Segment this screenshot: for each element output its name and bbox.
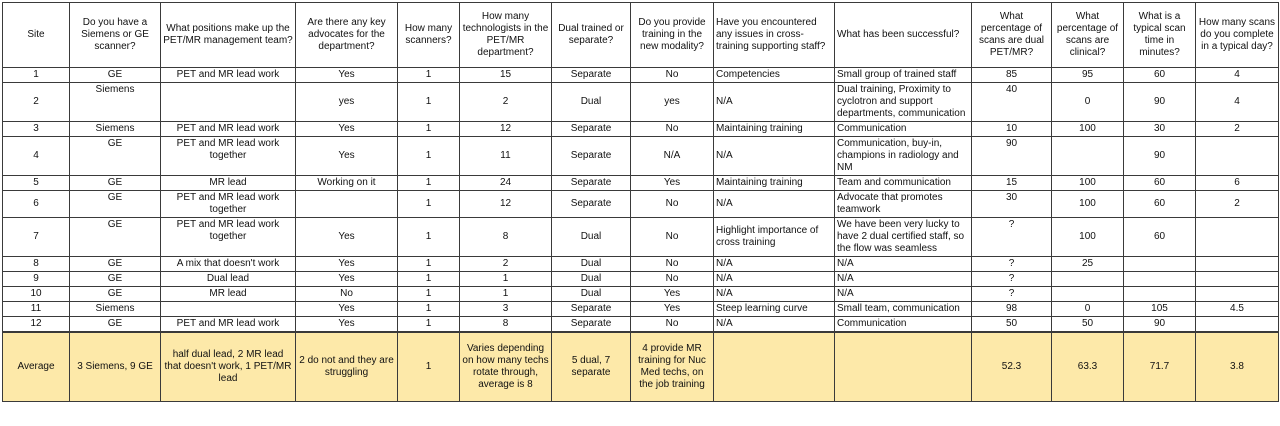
cell-site: 12 [3, 317, 70, 333]
table-row [3, 317, 1279, 333]
cell-scan-time: 60 [1124, 68, 1196, 83]
table-row [3, 257, 1279, 272]
cell-pct-clinical: 100 [1052, 218, 1124, 257]
cell-pct-clinical: 100 [1052, 191, 1124, 218]
cell-team [161, 83, 296, 122]
cell-dual: Dual [552, 257, 631, 272]
cell-scans-day: 2 [1196, 191, 1279, 218]
cell-pct-dual: 50 [972, 317, 1052, 333]
cell-issues: Highlight importance of cross training [714, 218, 835, 257]
cell-success: Communication, buy-in, champions in radiology and NM [835, 137, 972, 176]
header-advocates: Are there any key advocates for the department? [296, 3, 398, 68]
cell-success: N/A [835, 257, 972, 272]
survey-table-container [2, 2, 1279, 402]
cell-scan-time: 90 [1124, 83, 1196, 122]
cell-scanner: GE [70, 287, 161, 302]
cell-advocates: Yes [296, 302, 398, 317]
cell-issues: N/A [714, 257, 835, 272]
cell-dual: Separate [552, 68, 631, 83]
cell-success: Advocate that promotes teamwork [835, 191, 972, 218]
cell-techs: 8 [460, 218, 552, 257]
cell-scans-day: 4 [1196, 68, 1279, 83]
cell-success: N/A [835, 272, 972, 287]
cell-training: No [631, 257, 714, 272]
table-row [3, 137, 1279, 176]
cell-advocates: Yes [296, 272, 398, 287]
cell-site: 7 [3, 218, 70, 257]
cell-team: Dual lead [161, 272, 296, 287]
cell-scanner: GE [70, 218, 161, 257]
header-techs: How many technologists in the PET/MR department? [460, 3, 552, 68]
average-pct-dual: 52.3 [972, 332, 1052, 402]
cell-success: Small group of trained staff [835, 68, 972, 83]
cell-training: No [631, 191, 714, 218]
cell-scanner: Siemens [70, 302, 161, 317]
header-pct-clinical: What percentage of scans are clinical? [1052, 3, 1124, 68]
table-row [3, 218, 1279, 257]
cell-team: A mix that doesn't work [161, 257, 296, 272]
table-row [3, 272, 1279, 287]
cell-site: 1 [3, 68, 70, 83]
cell-site: 8 [3, 257, 70, 272]
cell-advocates: Yes [296, 122, 398, 137]
cell-team: PET and MR lead work [161, 317, 296, 333]
cell-issues: N/A [714, 272, 835, 287]
cell-scan-time: 60 [1124, 191, 1196, 218]
cell-scanners: 1 [398, 122, 460, 137]
cell-training: yes [631, 83, 714, 122]
cell-scanners: 1 [398, 272, 460, 287]
cell-advocates: Yes [296, 317, 398, 333]
cell-pct-dual: 40 [972, 83, 1052, 122]
cell-dual: Separate [552, 176, 631, 191]
header-issues: Have you encountered any issues in cross-training supporting staff? [714, 3, 835, 68]
cell-issues: N/A [714, 317, 835, 333]
cell-training: No [631, 317, 714, 333]
cell-techs: 1 [460, 272, 552, 287]
cell-pct-dual: ? [972, 218, 1052, 257]
cell-advocates: yes [296, 83, 398, 122]
cell-pct-dual: ? [972, 257, 1052, 272]
cell-team: PET and MR lead work together [161, 137, 296, 176]
cell-advocates: Yes [296, 137, 398, 176]
cell-scanner: GE [70, 317, 161, 333]
cell-scanners: 1 [398, 218, 460, 257]
average-site: Average [3, 332, 70, 402]
cell-techs: 24 [460, 176, 552, 191]
average-training: 4 provide MR training for Nuc Med techs, on the job training [631, 332, 714, 402]
average-pct-clinical: 63.3 [1052, 332, 1124, 402]
cell-training: No [631, 122, 714, 137]
average-row [3, 332, 1279, 402]
table-row [3, 68, 1279, 83]
cell-scanner: GE [70, 191, 161, 218]
cell-pct-dual: 98 [972, 302, 1052, 317]
cell-scans-day [1196, 218, 1279, 257]
cell-scan-time: 60 [1124, 218, 1196, 257]
header-pct-dual: What percentage of scans are dual PET/MR? [972, 3, 1052, 68]
cell-scanner: GE [70, 176, 161, 191]
cell-pct-clinical: 95 [1052, 68, 1124, 83]
cell-training: N/A [631, 137, 714, 176]
cell-scanner: Siemens [70, 83, 161, 122]
cell-issues: Maintaining training [714, 122, 835, 137]
cell-site: 10 [3, 287, 70, 302]
average-dual: 5 dual, 7 separate [552, 332, 631, 402]
cell-pct-clinical [1052, 272, 1124, 287]
cell-scans-day [1196, 137, 1279, 176]
cell-scans-day [1196, 287, 1279, 302]
cell-scan-time: 90 [1124, 317, 1196, 333]
cell-issues: Steep learning curve [714, 302, 835, 317]
cell-scanners: 1 [398, 302, 460, 317]
cell-training: Yes [631, 302, 714, 317]
cell-site: 2 [3, 83, 70, 122]
cell-scanners: 1 [398, 257, 460, 272]
cell-pct-clinical: 0 [1052, 83, 1124, 122]
cell-pct-dual: 30 [972, 191, 1052, 218]
cell-pct-clinical [1052, 137, 1124, 176]
cell-scan-time: 90 [1124, 137, 1196, 176]
cell-techs: 12 [460, 191, 552, 218]
header-row [3, 3, 1279, 68]
cell-advocates: Yes [296, 68, 398, 83]
cell-team: MR lead [161, 287, 296, 302]
cell-site: 3 [3, 122, 70, 137]
cell-dual: Dual [552, 272, 631, 287]
cell-techs: 11 [460, 137, 552, 176]
cell-advocates: Yes [296, 218, 398, 257]
header-site: Site [3, 3, 70, 68]
header-training: Do you provide training in the new modality? [631, 3, 714, 68]
header-scanner: Do you have a Siemens or GE scanner? [70, 3, 161, 68]
cell-scans-day [1196, 317, 1279, 333]
cell-dual: Separate [552, 191, 631, 218]
cell-scans-day: 4.5 [1196, 302, 1279, 317]
cell-advocates: No [296, 287, 398, 302]
header-dual: Dual trained or separate? [552, 3, 631, 68]
cell-team [161, 302, 296, 317]
cell-training: No [631, 68, 714, 83]
cell-techs: 12 [460, 122, 552, 137]
cell-dual: Separate [552, 302, 631, 317]
cell-dual: Dual [552, 83, 631, 122]
cell-scanner: GE [70, 137, 161, 176]
cell-site: 5 [3, 176, 70, 191]
cell-techs: 2 [460, 257, 552, 272]
cell-dual: Dual [552, 287, 631, 302]
cell-pct-clinical [1052, 287, 1124, 302]
average-team: half dual lead, 2 MR lead that doesn't work, 1 PET/MR lead [161, 332, 296, 402]
table-row [3, 83, 1279, 122]
cell-training: No [631, 272, 714, 287]
table-row [3, 287, 1279, 302]
cell-scan-time: 60 [1124, 176, 1196, 191]
cell-team: PET and MR lead work [161, 68, 296, 83]
average-scans-day: 3.8 [1196, 332, 1279, 402]
header-team: What positions make up the PET/MR management team? [161, 3, 296, 68]
cell-techs: 1 [460, 287, 552, 302]
cell-success: N/A [835, 287, 972, 302]
cell-success: Team and communication [835, 176, 972, 191]
header-scan-time: What is a typical scan time in minutes? [1124, 3, 1196, 68]
cell-success: Small team, communication [835, 302, 972, 317]
cell-pct-dual: 85 [972, 68, 1052, 83]
cell-pct-dual: 10 [972, 122, 1052, 137]
cell-scans-day [1196, 272, 1279, 287]
cell-scanners: 1 [398, 83, 460, 122]
cell-scans-day: 4 [1196, 83, 1279, 122]
cell-training: Yes [631, 176, 714, 191]
cell-scans-day [1196, 257, 1279, 272]
cell-issues: Competencies [714, 68, 835, 83]
cell-techs: 2 [460, 83, 552, 122]
survey-table [2, 2, 1279, 402]
cell-pct-clinical: 100 [1052, 176, 1124, 191]
cell-success: Communication [835, 122, 972, 137]
cell-scanner: Siemens [70, 122, 161, 137]
cell-scanners: 1 [398, 176, 460, 191]
average-advocates: 2 do not and they are struggling [296, 332, 398, 402]
cell-techs: 8 [460, 317, 552, 333]
header-success: What has been successful? [835, 3, 972, 68]
average-scan-time: 71.7 [1124, 332, 1196, 402]
average-techs: Varies depending on how many techs rotate through, average is 8 [460, 332, 552, 402]
cell-site: 6 [3, 191, 70, 218]
cell-dual: Separate [552, 317, 631, 333]
header-scanners: How many scanners? [398, 3, 460, 68]
table-row [3, 122, 1279, 137]
table-row [3, 191, 1279, 218]
cell-team: PET and MR lead work together [161, 191, 296, 218]
cell-pct-clinical: 0 [1052, 302, 1124, 317]
cell-scanner: GE [70, 272, 161, 287]
cell-scanners: 1 [398, 137, 460, 176]
cell-site: 4 [3, 137, 70, 176]
table-row [3, 176, 1279, 191]
cell-pct-clinical: 50 [1052, 317, 1124, 333]
average-scanners: 1 [398, 332, 460, 402]
cell-pct-dual: ? [972, 272, 1052, 287]
cell-dual: Separate [552, 122, 631, 137]
average-success [835, 332, 972, 402]
cell-scanners: 1 [398, 191, 460, 218]
cell-pct-dual: ? [972, 287, 1052, 302]
cell-scanner: GE [70, 257, 161, 272]
cell-scan-time [1124, 257, 1196, 272]
cell-training: No [631, 218, 714, 257]
cell-scan-time [1124, 272, 1196, 287]
cell-advocates [296, 191, 398, 218]
average-scanner: 3 Siemens, 9 GE [70, 332, 161, 402]
cell-scan-time: 30 [1124, 122, 1196, 137]
cell-advocates: Working on it [296, 176, 398, 191]
cell-scan-time: 105 [1124, 302, 1196, 317]
cell-site: 11 [3, 302, 70, 317]
cell-success: Communication [835, 317, 972, 333]
average-issues [714, 332, 835, 402]
cell-dual: Separate [552, 137, 631, 176]
cell-pct-clinical: 100 [1052, 122, 1124, 137]
cell-scanners: 1 [398, 68, 460, 83]
cell-issues: N/A [714, 83, 835, 122]
cell-pct-dual: 15 [972, 176, 1052, 191]
table-row [3, 302, 1279, 317]
cell-pct-clinical: 25 [1052, 257, 1124, 272]
cell-success: We have been very lucky to have 2 dual certified staff, so the flow was seamless [835, 218, 972, 257]
cell-scan-time [1124, 287, 1196, 302]
cell-dual: Dual [552, 218, 631, 257]
cell-training: Yes [631, 287, 714, 302]
cell-issues: N/A [714, 287, 835, 302]
cell-team: PET and MR lead work together [161, 218, 296, 257]
cell-techs: 3 [460, 302, 552, 317]
cell-success: Dual training, Proximity to cyclotron and support departments, communication [835, 83, 972, 122]
cell-site: 9 [3, 272, 70, 287]
cell-issues: N/A [714, 137, 835, 176]
cell-scanners: 1 [398, 287, 460, 302]
cell-techs: 15 [460, 68, 552, 83]
cell-issues: N/A [714, 191, 835, 218]
cell-scanners: 1 [398, 317, 460, 333]
cell-team: MR lead [161, 176, 296, 191]
cell-advocates: Yes [296, 257, 398, 272]
cell-scans-day: 6 [1196, 176, 1279, 191]
table-body [3, 68, 1279, 402]
cell-issues: Maintaining training [714, 176, 835, 191]
cell-scans-day: 2 [1196, 122, 1279, 137]
cell-pct-dual: 90 [972, 137, 1052, 176]
cell-scanner: GE [70, 68, 161, 83]
header-scans-day: How many scans do you complete in a typical day? [1196, 3, 1279, 68]
cell-team: PET and MR lead work [161, 122, 296, 137]
